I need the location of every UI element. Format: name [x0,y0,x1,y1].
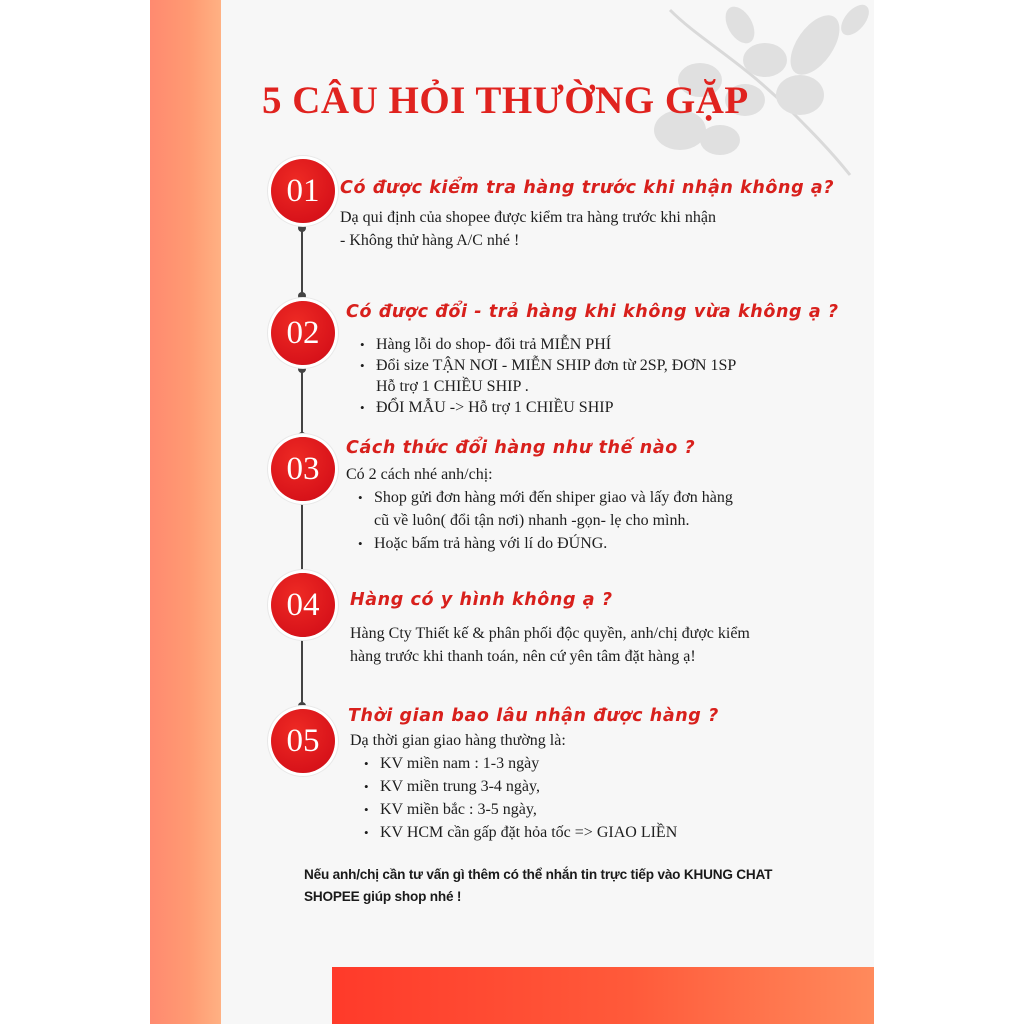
faq-answer [350,729,677,844]
faq-answer [340,206,716,252]
faq-question: Thời gian bao lâu nhận được hàng ? [348,706,719,726]
answer-line: Hàng Cty Thiết kế & phân phối độc quyền, anh/chị được kiểm [350,625,750,642]
faq-number-badge: 01 [271,159,335,223]
footer-line: SHOPEE giúp shop nhé ! [304,889,462,904]
timeline-dot [298,292,306,300]
faq-number-badge: 04 [271,573,335,637]
faq-answer [360,334,736,418]
left-gradient-bar [150,0,221,1024]
answer-line: - Không thử hàng A/C nhé ! [340,232,520,249]
faq-number-badge: 03 [271,437,335,501]
answer-bullet: • KV miền nam : 1-3 ngày [364,752,677,775]
answer-bullet-continuation: cũ về luôn( đổi tận nơi) nhanh -gọn- lẹ cho mình. [374,512,690,529]
answer-intro: Có 2 cách nhé anh/chị: [346,466,493,483]
timeline-dot [298,365,306,373]
footer-line: Nếu anh/chị cần tư vấn gì thêm có thể nhắn tin trực tiếp vào KHUNG CHAT [304,867,773,882]
answer-intro: Dạ thời gian giao hàng thường là: [350,732,566,749]
page-title: 5 CÂU HỎI THƯỜNG GẶP [262,79,749,122]
answer-bullet: • Hàng lỗi do shop- đổi trả MIỄN PHÍ [360,334,736,355]
faq-question: Có được kiểm tra hàng trước khi nhận không ạ? [340,178,835,198]
answer-bullet: • KV miền trung 3-4 ngày, [364,775,677,798]
faq-poster [150,0,874,1024]
answer-line: hàng trước khi thanh toán, nên cứ yên tâm đặt hàng ạ! [350,648,696,665]
faq-question: Hàng có y hình không ạ ? [350,590,613,610]
faq-answer [350,622,750,668]
faq-question: Cách thức đổi hàng như thế nào ? [346,438,696,458]
answer-line: Dạ qui định của shopee được kiểm tra hàng trước khi nhận [340,209,716,226]
answer-bullet: • Hoặc bấm trả hàng với lí do ĐÚNG. [358,532,733,555]
answer-bullet: • Shop gửi đơn hàng mới đến shiper giao và lấy đơn hàng [358,486,733,509]
footer-note [304,864,824,908]
faq-answer [346,463,733,555]
answer-bullet: • ĐỔI MẪU -> Hỗ trợ 1 CHIỀU SHIP [360,397,736,418]
faq-number-badge: 02 [271,301,335,365]
faq-number-badge: 05 [271,709,335,773]
answer-bullet: • KV HCM cần gấp đặt hỏa tốc => GIAO LIỀN [364,821,677,844]
answer-bullet: • KV miền bắc : 3-5 ngày, [364,798,677,821]
answer-bullet: • Đổi size TẬN NƠI - MIỄN SHIP đơn từ 2SP, ĐƠN 1SP [360,355,736,376]
answer-bullet-continuation: Hỗ trợ 1 CHIỀU SHIP . [376,378,529,395]
faq-question: Có được đổi - trả hàng khi không vừa không ạ ? [346,302,839,322]
timeline-dot [298,224,306,232]
bottom-gradient-bar [332,967,874,1024]
